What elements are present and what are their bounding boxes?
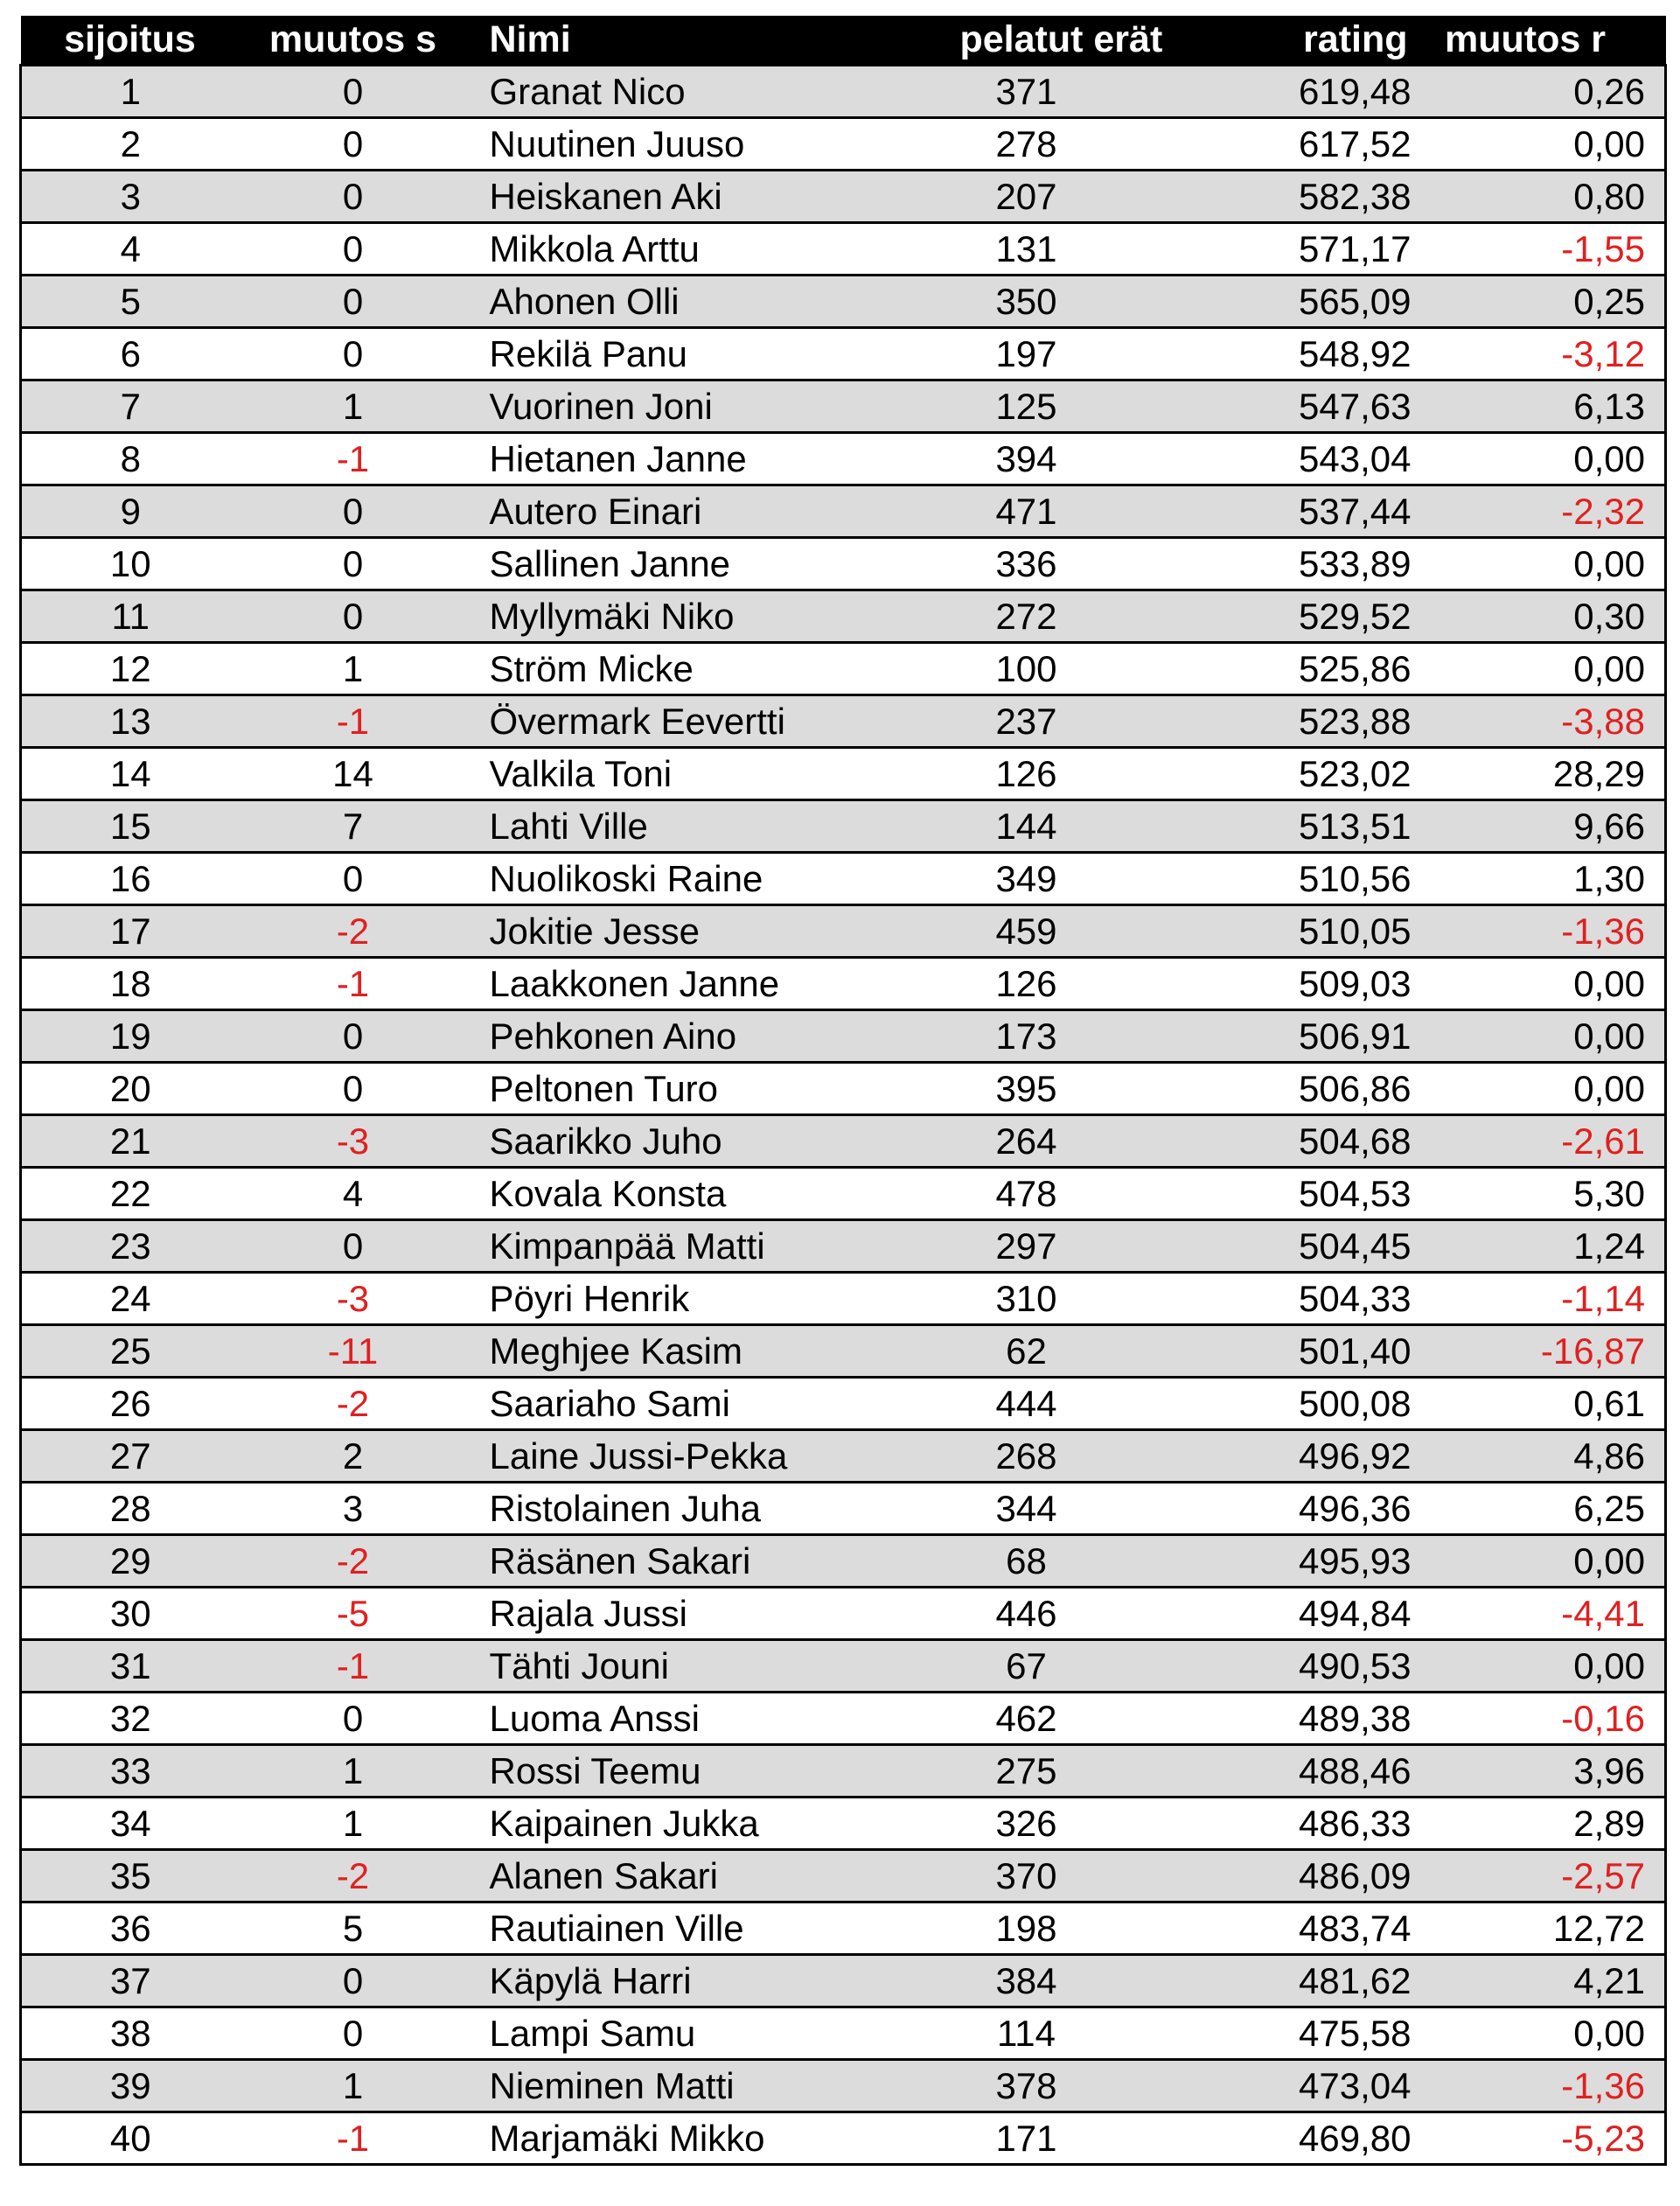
- table-row: [21, 1535, 1666, 1588]
- rating-change-cell: 6,25: [1420, 1483, 1666, 1535]
- rank-cell: 4: [21, 223, 240, 276]
- rating-cell: 506,91: [1167, 1010, 1420, 1063]
- rating-cell: 506,86: [1167, 1063, 1420, 1115]
- table-row: [21, 590, 1666, 643]
- name-cell: Ström Micke: [467, 643, 922, 695]
- rating-change-cell: 0,00: [1420, 433, 1666, 485]
- rating-change-cell: 0,00: [1420, 538, 1666, 590]
- rank-change-cell: 0: [240, 1693, 467, 1745]
- games-cell: 384: [922, 1955, 1167, 2007]
- rating-cell: 488,46: [1167, 1745, 1420, 1798]
- name-cell: Rossi Teemu: [467, 1745, 922, 1798]
- rank-cell: 15: [21, 800, 240, 853]
- games-cell: 370: [922, 1850, 1167, 1902]
- rank-change-cell: 0: [240, 276, 467, 328]
- rating-change-cell: 4,21: [1420, 1955, 1666, 2007]
- rating-change-cell: 2,89: [1420, 1798, 1666, 1850]
- rating-cell: 481,62: [1167, 1955, 1420, 2007]
- rating-change-cell: 0,00: [1420, 958, 1666, 1010]
- rank-change-cell: -2: [240, 1850, 467, 1902]
- games-cell: 446: [922, 1588, 1167, 1640]
- ranking-table: [19, 16, 1667, 2166]
- rank-change-cell: -2: [240, 905, 467, 958]
- name-cell: Rautiainen Ville: [467, 1902, 922, 1955]
- rank-change-cell: 7: [240, 800, 467, 853]
- rank-change-cell: -1: [240, 433, 467, 485]
- rating-cell: 494,84: [1167, 1588, 1420, 1640]
- rating-change-cell: 0,30: [1420, 590, 1666, 643]
- table-row: [21, 1902, 1666, 1955]
- name-cell: Heiskanen Aki: [467, 171, 922, 223]
- rating-change-cell: 3,96: [1420, 1745, 1666, 1798]
- rating-change-cell: 0,61: [1420, 1378, 1666, 1430]
- table-row: [21, 1483, 1666, 1535]
- games-cell: 131: [922, 223, 1167, 276]
- games-cell: 459: [922, 905, 1167, 958]
- table-row: [21, 1168, 1666, 1220]
- table-row: [21, 485, 1666, 538]
- rank-cell: 29: [21, 1535, 240, 1588]
- name-cell: Granat Nico: [467, 66, 922, 118]
- name-cell: Laakkonen Janne: [467, 958, 922, 1010]
- name-cell: Ahonen Olli: [467, 276, 922, 328]
- games-cell: 394: [922, 433, 1167, 485]
- rating-cell: 504,45: [1167, 1220, 1420, 1273]
- table-row: [21, 118, 1666, 171]
- rank-cell: 6: [21, 328, 240, 380]
- rating-cell: 523,88: [1167, 695, 1420, 748]
- table-row: [21, 433, 1666, 485]
- games-cell: 310: [922, 1273, 1167, 1325]
- table-row: [21, 2112, 1666, 2165]
- rank-change-cell: -2: [240, 1378, 467, 1430]
- table-row: [21, 1378, 1666, 1430]
- rating-cell: 490,53: [1167, 1640, 1420, 1693]
- rating-change-cell: 5,30: [1420, 1168, 1666, 1220]
- rank-cell: 10: [21, 538, 240, 590]
- rating-change-cell: 0,00: [1420, 1010, 1666, 1063]
- name-cell: Nuolikoski Raine: [467, 853, 922, 905]
- rank-change-cell: 1: [240, 1745, 467, 1798]
- games-cell: 378: [922, 2060, 1167, 2112]
- table-row: [21, 66, 1666, 118]
- table-row: [21, 2060, 1666, 2112]
- name-cell: Autero Einari: [467, 485, 922, 538]
- name-cell: Pöyri Henrik: [467, 1273, 922, 1325]
- name-cell: Räsänen Sakari: [467, 1535, 922, 1588]
- rank-change-cell: 0: [240, 1220, 467, 1273]
- rating-change-cell: -16,87: [1420, 1325, 1666, 1378]
- name-cell: Laine Jussi-Pekka: [467, 1430, 922, 1483]
- table-row: [21, 1063, 1666, 1115]
- games-cell: 68: [922, 1535, 1167, 1588]
- name-cell: Kaipainen Jukka: [467, 1798, 922, 1850]
- games-cell: 197: [922, 328, 1167, 380]
- rank-cell: 22: [21, 1168, 240, 1220]
- table-row: [21, 1010, 1666, 1063]
- rating-change-cell: 9,66: [1420, 800, 1666, 853]
- rank-cell: 37: [21, 1955, 240, 2007]
- ranking-sheet: [19, 16, 1664, 2166]
- games-cell: 462: [922, 1693, 1167, 1745]
- name-cell: Marjamäki Mikko: [467, 2112, 922, 2165]
- rating-cell: 533,89: [1167, 538, 1420, 590]
- rank-change-cell: 1: [240, 2060, 467, 2112]
- rank-cell: 24: [21, 1273, 240, 1325]
- rank-cell: 32: [21, 1693, 240, 1745]
- games-cell: 237: [922, 695, 1167, 748]
- rating-cell: 475,58: [1167, 2007, 1420, 2060]
- rating-cell: 571,17: [1167, 223, 1420, 276]
- table-row: [21, 276, 1666, 328]
- table-row: [21, 800, 1666, 853]
- name-cell: Peltonen Turo: [467, 1063, 922, 1115]
- table-row: [21, 748, 1666, 800]
- rating-change-cell: 6,13: [1420, 380, 1666, 433]
- rank-cell: 33: [21, 1745, 240, 1798]
- name-cell: Jokitie Jesse: [467, 905, 922, 958]
- rating-change-cell: -5,23: [1420, 2112, 1666, 2165]
- games-cell: 326: [922, 1798, 1167, 1850]
- games-cell: 125: [922, 380, 1167, 433]
- rating-cell: 525,86: [1167, 643, 1420, 695]
- table-row: [21, 1273, 1666, 1325]
- name-cell: Luoma Anssi: [467, 1693, 922, 1745]
- table-row: [21, 380, 1666, 433]
- rating-cell: 565,09: [1167, 276, 1420, 328]
- name-cell: Kovala Konsta: [467, 1168, 922, 1220]
- rank-change-cell: 0: [240, 485, 467, 538]
- games-cell: 173: [922, 1010, 1167, 1063]
- rank-change-cell: -5: [240, 1588, 467, 1640]
- rank-change-cell: 14: [240, 748, 467, 800]
- games-cell: 275: [922, 1745, 1167, 1798]
- header-rank-change: muutos s: [240, 16, 467, 66]
- rank-change-cell: 0: [240, 1010, 467, 1063]
- games-cell: 471: [922, 485, 1167, 538]
- table-row: [21, 1220, 1666, 1273]
- rank-cell: 26: [21, 1378, 240, 1430]
- name-cell: Tähti Jouni: [467, 1640, 922, 1693]
- rank-change-cell: -3: [240, 1115, 467, 1168]
- name-cell: Saarikko Juho: [467, 1115, 922, 1168]
- table-header: [21, 16, 1666, 66]
- games-cell: 171: [922, 2112, 1167, 2165]
- games-cell: 278: [922, 118, 1167, 171]
- rating-cell: 617,52: [1167, 118, 1420, 171]
- rank-cell: 2: [21, 118, 240, 171]
- rating-change-cell: 0,00: [1420, 2007, 1666, 2060]
- rank-change-cell: 4: [240, 1168, 467, 1220]
- rank-change-cell: 0: [240, 853, 467, 905]
- rating-change-cell: 4,86: [1420, 1430, 1666, 1483]
- rank-cell: 14: [21, 748, 240, 800]
- rank-change-cell: 1: [240, 1798, 467, 1850]
- header-rating: rating: [1167, 16, 1420, 66]
- rating-cell: 582,38: [1167, 171, 1420, 223]
- name-cell: Övermark Eevertti: [467, 695, 922, 748]
- rank-cell: 20: [21, 1063, 240, 1115]
- rank-change-cell: 0: [240, 66, 467, 118]
- games-cell: 395: [922, 1063, 1167, 1115]
- games-cell: 264: [922, 1115, 1167, 1168]
- rating-cell: 548,92: [1167, 328, 1420, 380]
- rating-cell: 543,04: [1167, 433, 1420, 485]
- games-cell: 371: [922, 66, 1167, 118]
- rating-change-cell: -2,32: [1420, 485, 1666, 538]
- rating-cell: 529,52: [1167, 590, 1420, 643]
- rank-change-cell: -1: [240, 1640, 467, 1693]
- rank-cell: 25: [21, 1325, 240, 1378]
- rating-cell: 483,74: [1167, 1902, 1420, 1955]
- table-body: [21, 66, 1666, 2165]
- name-cell: Mikkola Arttu: [467, 223, 922, 276]
- rank-cell: 12: [21, 643, 240, 695]
- rank-change-cell: 0: [240, 328, 467, 380]
- rank-cell: 3: [21, 171, 240, 223]
- rating-cell: 501,40: [1167, 1325, 1420, 1378]
- rank-cell: 40: [21, 2112, 240, 2165]
- table-row: [21, 538, 1666, 590]
- rank-change-cell: 0: [240, 1955, 467, 2007]
- games-cell: 349: [922, 853, 1167, 905]
- rating-cell: 486,33: [1167, 1798, 1420, 1850]
- name-cell: Lampi Samu: [467, 2007, 922, 2060]
- games-cell: 126: [922, 958, 1167, 1010]
- rating-cell: 509,03: [1167, 958, 1420, 1010]
- table-row: [21, 1955, 1666, 2007]
- table-row: [21, 958, 1666, 1010]
- rank-change-cell: 0: [240, 538, 467, 590]
- rating-cell: 504,53: [1167, 1168, 1420, 1220]
- rank-change-cell: -2: [240, 1535, 467, 1588]
- rating-change-cell: 0,00: [1420, 118, 1666, 171]
- table-row: [21, 1115, 1666, 1168]
- games-cell: 67: [922, 1640, 1167, 1693]
- rank-cell: 34: [21, 1798, 240, 1850]
- rating-change-cell: 0,25: [1420, 276, 1666, 328]
- rank-cell: 30: [21, 1588, 240, 1640]
- rating-cell: 486,09: [1167, 1850, 1420, 1902]
- rating-change-cell: 0,00: [1420, 1640, 1666, 1693]
- rank-cell: 36: [21, 1902, 240, 1955]
- rank-cell: 16: [21, 853, 240, 905]
- table-row: [21, 905, 1666, 958]
- games-cell: 100: [922, 643, 1167, 695]
- rank-cell: 7: [21, 380, 240, 433]
- rating-change-cell: 0,00: [1420, 1063, 1666, 1115]
- games-cell: 344: [922, 1483, 1167, 1535]
- name-cell: Kimpanpää Matti: [467, 1220, 922, 1273]
- table-row: [21, 1430, 1666, 1483]
- rating-cell: 496,36: [1167, 1483, 1420, 1535]
- header-name: Nimi: [467, 16, 922, 66]
- table-row: [21, 2007, 1666, 2060]
- rating-change-cell: 12,72: [1420, 1902, 1666, 1955]
- header-row: [21, 16, 1666, 66]
- table-row: [21, 643, 1666, 695]
- rank-change-cell: -3: [240, 1273, 467, 1325]
- name-cell: Meghjee Kasim: [467, 1325, 922, 1378]
- rank-cell: 5: [21, 276, 240, 328]
- rating-cell: 513,51: [1167, 800, 1420, 853]
- rating-change-cell: -2,57: [1420, 1850, 1666, 1902]
- games-cell: 62: [922, 1325, 1167, 1378]
- games-cell: 207: [922, 171, 1167, 223]
- rank-cell: 38: [21, 2007, 240, 2060]
- name-cell: Sallinen Janne: [467, 538, 922, 590]
- rating-cell: 500,08: [1167, 1378, 1420, 1430]
- rank-change-cell: 3: [240, 1483, 467, 1535]
- rating-change-cell: -2,61: [1420, 1115, 1666, 1168]
- rank-cell: 23: [21, 1220, 240, 1273]
- table-row: [21, 1745, 1666, 1798]
- table-row: [21, 1640, 1666, 1693]
- rating-change-cell: 0,00: [1420, 1535, 1666, 1588]
- rating-change-cell: 1,24: [1420, 1220, 1666, 1273]
- games-cell: 272: [922, 590, 1167, 643]
- rank-change-cell: 1: [240, 380, 467, 433]
- rank-change-cell: 0: [240, 171, 467, 223]
- rank-cell: 39: [21, 2060, 240, 2112]
- rank-cell: 8: [21, 433, 240, 485]
- games-cell: 336: [922, 538, 1167, 590]
- rating-change-cell: -4,41: [1420, 1588, 1666, 1640]
- rank-cell: 18: [21, 958, 240, 1010]
- name-cell: Saariaho Sami: [467, 1378, 922, 1430]
- rating-cell: 523,02: [1167, 748, 1420, 800]
- table-row: [21, 853, 1666, 905]
- rating-cell: 489,38: [1167, 1693, 1420, 1745]
- rank-change-cell: 1: [240, 643, 467, 695]
- rating-change-cell: -1,55: [1420, 223, 1666, 276]
- rating-cell: 510,05: [1167, 905, 1420, 958]
- rating-cell: 496,92: [1167, 1430, 1420, 1483]
- name-cell: Rekilä Panu: [467, 328, 922, 380]
- header-games: pelatut erät: [922, 16, 1167, 66]
- rank-cell: 21: [21, 1115, 240, 1168]
- table-row: [21, 695, 1666, 748]
- name-cell: Vuorinen Joni: [467, 380, 922, 433]
- rating-cell: 537,44: [1167, 485, 1420, 538]
- table-row: [21, 1850, 1666, 1902]
- name-cell: Nuutinen Juuso: [467, 118, 922, 171]
- header-rating-change: muutos r: [1420, 16, 1666, 66]
- rank-cell: 1: [21, 66, 240, 118]
- rank-change-cell: -1: [240, 958, 467, 1010]
- name-cell: Ristolainen Juha: [467, 1483, 922, 1535]
- table-row: [21, 171, 1666, 223]
- rank-cell: 28: [21, 1483, 240, 1535]
- rank-change-cell: 2: [240, 1430, 467, 1483]
- rating-change-cell: 0,26: [1420, 66, 1666, 118]
- name-cell: Lahti Ville: [467, 800, 922, 853]
- name-cell: Nieminen Matti: [467, 2060, 922, 2112]
- games-cell: 268: [922, 1430, 1167, 1483]
- rank-cell: 9: [21, 485, 240, 538]
- rating-cell: 619,48: [1167, 66, 1420, 118]
- rating-change-cell: 0,00: [1420, 643, 1666, 695]
- name-cell: Valkila Toni: [467, 748, 922, 800]
- rank-cell: 27: [21, 1430, 240, 1483]
- rating-cell: 504,33: [1167, 1273, 1420, 1325]
- rank-change-cell: 0: [240, 223, 467, 276]
- rank-change-cell: 0: [240, 118, 467, 171]
- games-cell: 297: [922, 1220, 1167, 1273]
- rating-change-cell: -0,16: [1420, 1693, 1666, 1745]
- rank-change-cell: 0: [240, 590, 467, 643]
- games-cell: 478: [922, 1168, 1167, 1220]
- rank-cell: 17: [21, 905, 240, 958]
- rank-change-cell: 0: [240, 2007, 467, 2060]
- table-row: [21, 223, 1666, 276]
- rank-cell: 13: [21, 695, 240, 748]
- rank-cell: 35: [21, 1850, 240, 1902]
- rating-cell: 469,80: [1167, 2112, 1420, 2165]
- rating-change-cell: 1,30: [1420, 853, 1666, 905]
- games-cell: 444: [922, 1378, 1167, 1430]
- games-cell: 350: [922, 276, 1167, 328]
- rank-change-cell: -11: [240, 1325, 467, 1378]
- rating-cell: 473,04: [1167, 2060, 1420, 2112]
- name-cell: Alanen Sakari: [467, 1850, 922, 1902]
- rating-change-cell: -3,88: [1420, 695, 1666, 748]
- table-row: [21, 1588, 1666, 1640]
- name-cell: Käpylä Harri: [467, 1955, 922, 2007]
- table-row: [21, 1693, 1666, 1745]
- games-cell: 114: [922, 2007, 1167, 2060]
- rank-change-cell: 0: [240, 1063, 467, 1115]
- rank-change-cell: -1: [240, 2112, 467, 2165]
- rank-change-cell: -1: [240, 695, 467, 748]
- name-cell: Rajala Jussi: [467, 1588, 922, 1640]
- rank-cell: 19: [21, 1010, 240, 1063]
- table-row: [21, 1798, 1666, 1850]
- rating-change-cell: -1,36: [1420, 2060, 1666, 2112]
- rating-cell: 510,56: [1167, 853, 1420, 905]
- rating-cell: 495,93: [1167, 1535, 1420, 1588]
- rating-change-cell: 28,29: [1420, 748, 1666, 800]
- rating-cell: 504,68: [1167, 1115, 1420, 1168]
- name-cell: Hietanen Janne: [467, 433, 922, 485]
- rating-change-cell: -3,12: [1420, 328, 1666, 380]
- rank-cell: 31: [21, 1640, 240, 1693]
- name-cell: Pehkonen Aino: [467, 1010, 922, 1063]
- rank-change-cell: 5: [240, 1902, 467, 1955]
- rating-cell: 547,63: [1167, 380, 1420, 433]
- table-row: [21, 328, 1666, 380]
- games-cell: 144: [922, 800, 1167, 853]
- header-rank: sijoitus: [21, 16, 240, 66]
- name-cell: Myllymäki Niko: [467, 590, 922, 643]
- rating-change-cell: 0,80: [1420, 171, 1666, 223]
- games-cell: 126: [922, 748, 1167, 800]
- rank-cell: 11: [21, 590, 240, 643]
- rating-change-cell: -1,36: [1420, 905, 1666, 958]
- rating-change-cell: -1,14: [1420, 1273, 1666, 1325]
- table-row: [21, 1325, 1666, 1378]
- games-cell: 198: [922, 1902, 1167, 1955]
